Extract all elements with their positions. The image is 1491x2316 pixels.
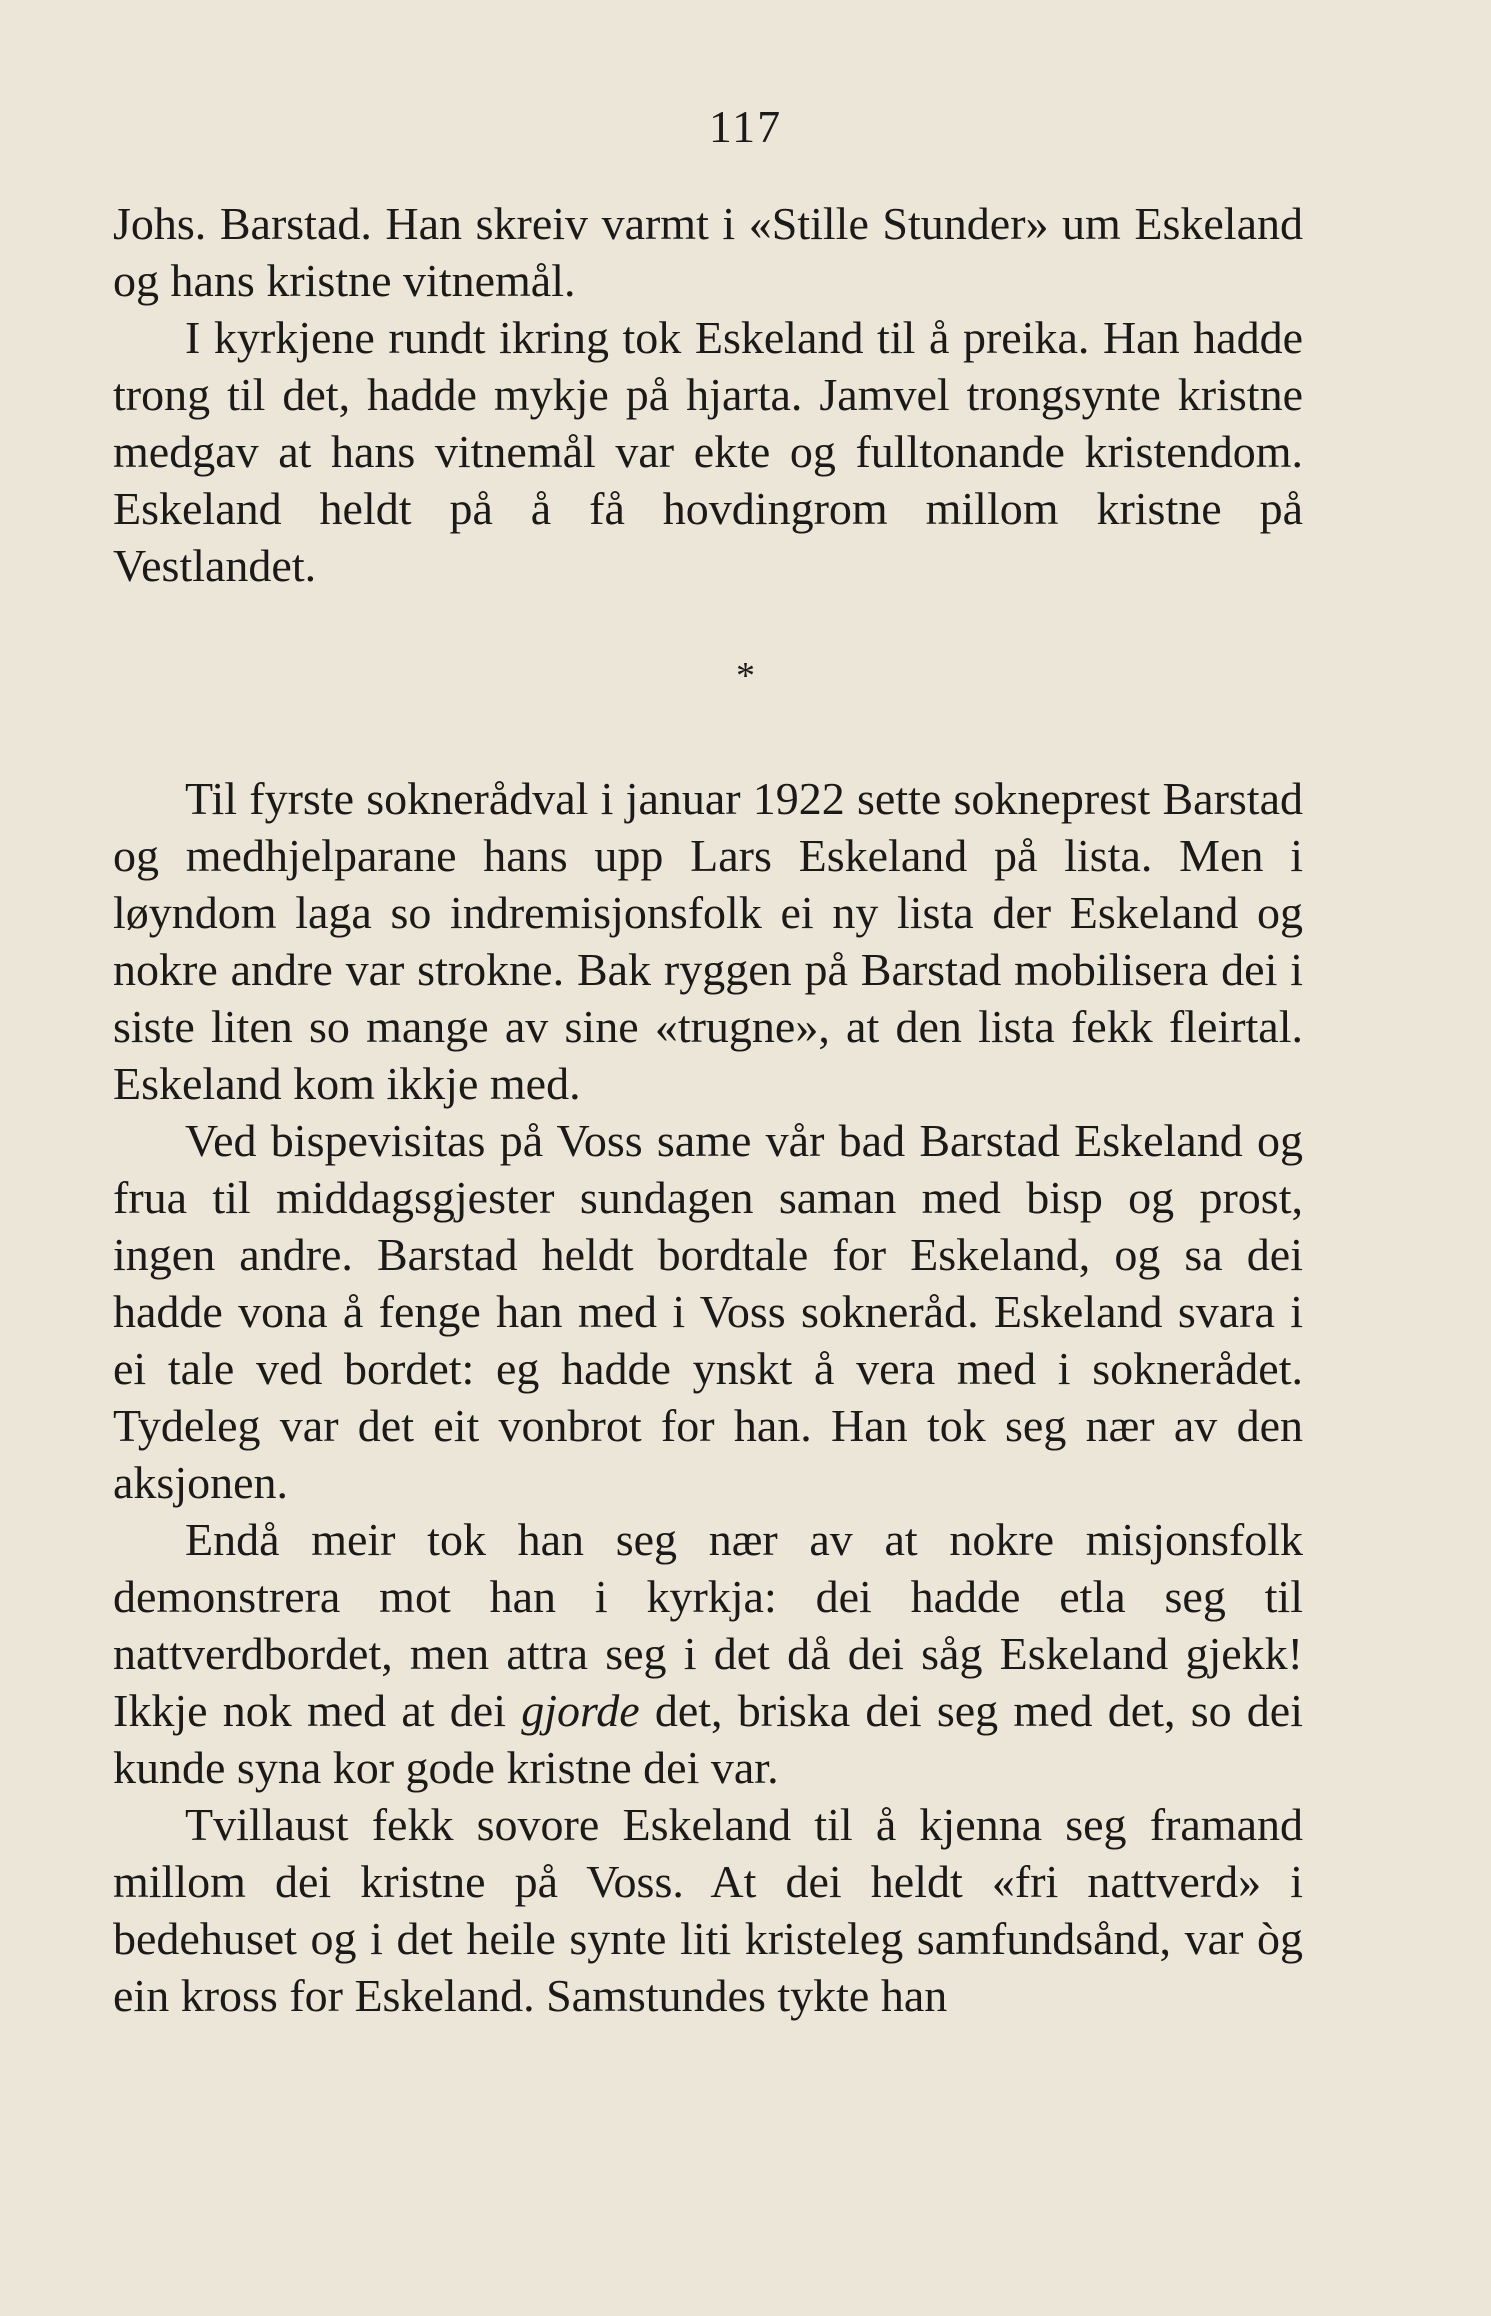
paragraph-6: Tvillaust fekk sovore Eskeland til å kjenna seg framand millom dei kristne på Voss. At dei heldt «fri nattverd» i bedehuset og i det heile synte liti kristeleg samfundsånd, var òg ein kross for Eskeland. Samstundes tykte han bbox=[113, 1799, 1303, 2021]
paragraph-5-part-1: Endå meir tok han seg nær av at nokre misjonsfolk demonstrera mot han i kyrkja: dei hadde etla seg til nattverdbordet, men attra seg i det då dei såg Eskeland gjekk! Ikkje nok med at dei bbox=[113, 1514, 1303, 1736]
paragraph-3: Til fyrste soknerådval i januar 1922 sette sokneprest Barstad og medhjelparane hans upp Lars Eskeland på lista. Men i løyndom laga so indremisjonsfolk ei ny lista der Eskeland og nokre andre var strokne. Bak ryggen på Barstad mobilisera dei i siste liten so mange av sine «trugne», at den lista fekk fleirtal. Eskeland kom ikkje med. bbox=[113, 773, 1303, 1109]
paragraph-1: Johs. Barstad. Han skreiv varmt i «Stille Stunder» um Eskeland og hans kristne vitnemål. bbox=[113, 198, 1303, 306]
text-block-top bbox=[113, 195, 1303, 594]
text-block-bottom bbox=[113, 770, 1303, 2024]
paragraph-2: I kyrkjene rundt ikring tok Eskeland til å preika. Han hadde trong til det, hadde mykje på hjarta. Jamvel trongsynte kristne medgav at hans vitnemål var ekte og fulltonande kristendom. Eskeland heldt på å få hovdingrom millom kristne på Vestlandet. bbox=[113, 312, 1303, 591]
paragraph-5 bbox=[113, 1511, 1303, 1796]
paragraph-5-part-2: det, briska dei seg med det, so dei kunde syna kor gode kristne dei var. bbox=[113, 1685, 1304, 1793]
paragraph-5-emphasis: gjorde bbox=[521, 1685, 640, 1736]
page-number: 117 bbox=[708, 101, 783, 152]
section-separator: * bbox=[736, 655, 755, 697]
paragraph-4: Ved bispevisitas på Voss same vår bad Barstad Eskeland og frua til middagsgjester sundagen saman med bisp og prost, ingen andre. Barstad heldt bordtale for Eskeland, og sa dei hadde vona å fenge han med i Voss sokneråd. Eskeland svara i ei tale ved bordet: eg hadde ynskt å vera med i soknerådet. Tydeleg var det eit vonbrot for han. Han tok seg nær av den aksjonen. bbox=[113, 1115, 1303, 1508]
